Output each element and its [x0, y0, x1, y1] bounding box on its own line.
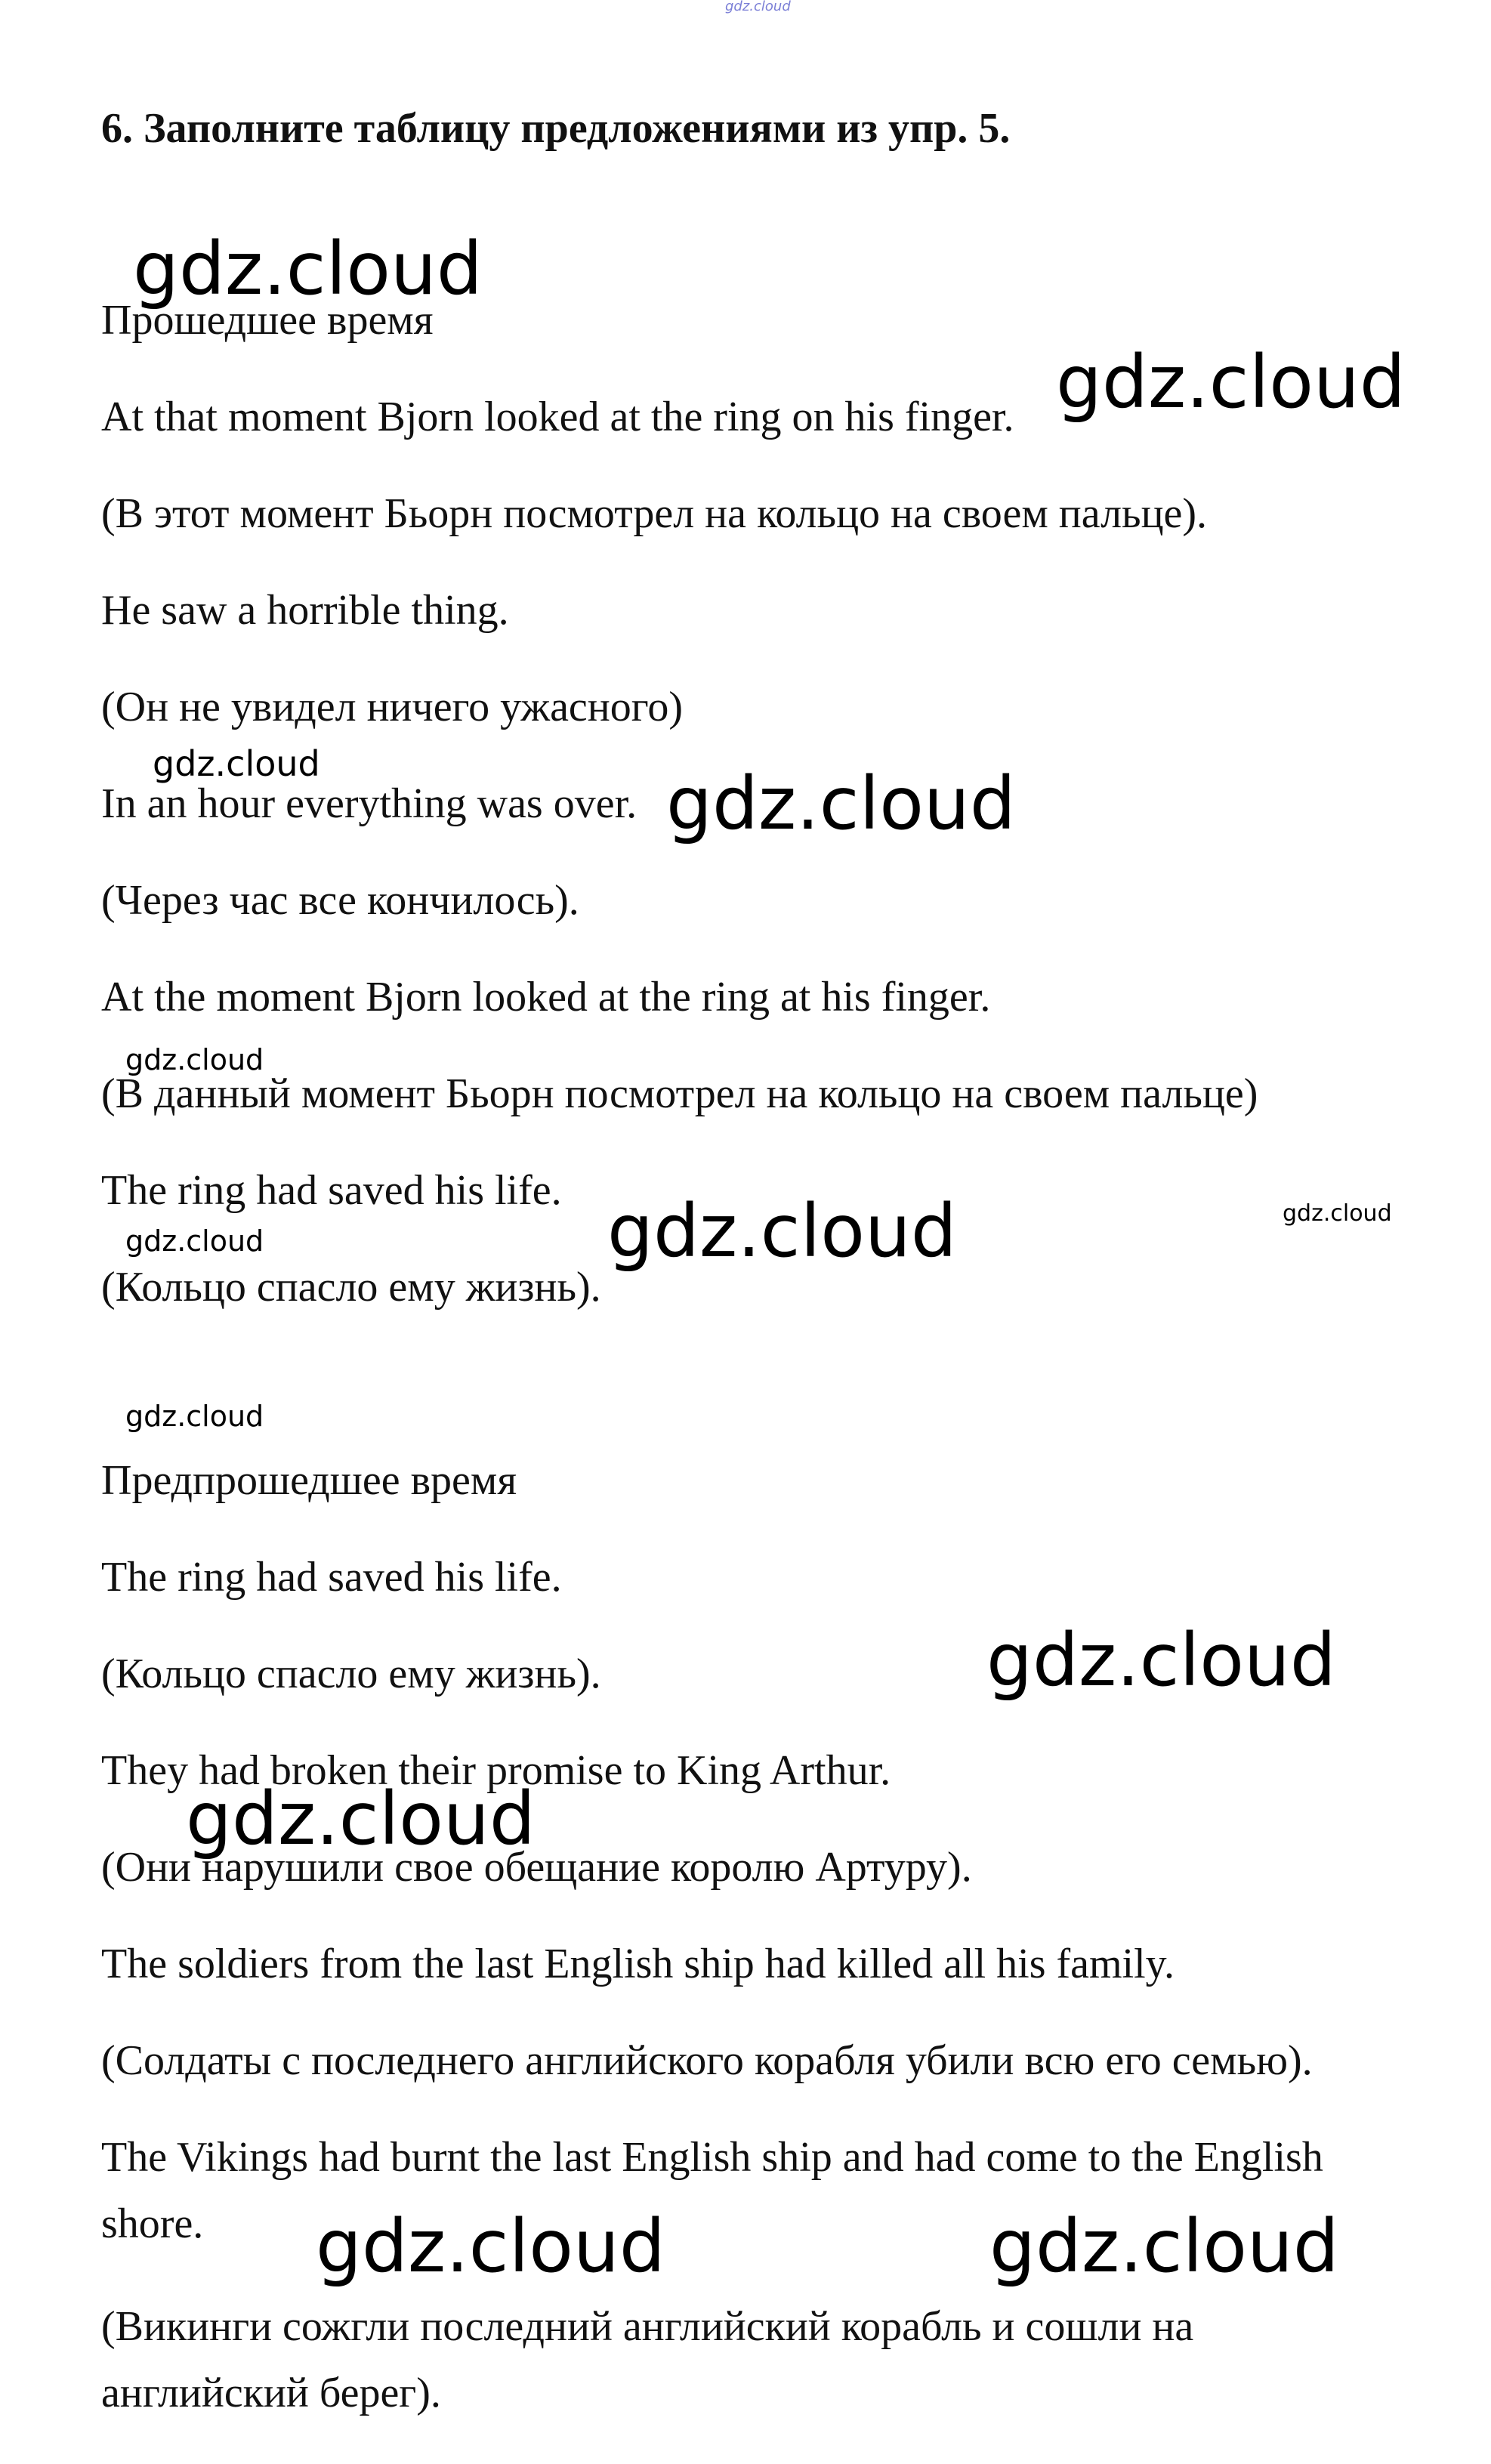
sentence-line: They had broken their promise to King Arthur. — [101, 1747, 891, 1794]
watermark: gdz.cloud — [125, 1224, 264, 1258]
sentence-line: He saw a horrible thing. — [101, 587, 509, 634]
watermark: gdz.cloud — [316, 2204, 665, 2289]
sentence-line: (В этот момент Бьорн посмотрел на кольцо на своем пальце). — [101, 490, 1208, 537]
watermark: gdz.cloud — [989, 2204, 1339, 2289]
sentence-line: (Они нарушили свое обещание королю Артуру). — [101, 1844, 972, 1891]
watermark: gdz.cloud — [125, 1043, 264, 1076]
watermark: gdz.cloud — [153, 743, 320, 784]
sentence-line: (Кольцо спасло ему жизнь). — [101, 1650, 601, 1697]
exercise-title: 6. Заполните таблицу предложениями из упр. 5. — [101, 105, 1011, 152]
section-heading-past: Прошедшее время — [101, 297, 434, 344]
sentence-line: At the moment Bjorn looked at the ring at his finger. — [101, 974, 991, 1020]
sentence-line: (Солдаты с последнего английского корабля убили всю его семью). — [101, 2037, 1313, 2084]
sentence-line: The ring had saved his life. — [101, 1554, 562, 1601]
sentence-line: The soldiers from the last English ship had killed all his family. — [101, 1941, 1175, 1987]
section-heading-past-perfect: Предпрошедшее время — [101, 1457, 517, 1504]
sentence-line: (Он не увидел ничего ужасного) — [101, 684, 683, 730]
watermark: gdz.cloud — [1056, 340, 1406, 425]
watermark: gdz.cloud — [666, 761, 1016, 846]
watermark: gdz.cloud — [607, 1189, 957, 1274]
watermark: gdz.cloud — [125, 1400, 264, 1433]
watermark: gdz.cloud — [986, 1618, 1336, 1703]
sentence-line: (В данный момент Бьорн посмотрел на кольцо на своем пальце) — [101, 1070, 1258, 1117]
sentence-line: (Кольцо спасло ему жизнь). — [101, 1264, 601, 1311]
watermark: gdz.cloud — [1283, 1200, 1392, 1227]
watermark: gdz.cloud — [186, 1777, 536, 1861]
watermark: gdz.cloud — [133, 227, 483, 311]
sentence-line: At that moment Bjorn looked at the ring on his finger. — [101, 394, 1014, 440]
sentence-line: (Викинги сожгли последний английский корабль и сошли на английский берег). — [101, 2303, 1194, 2416]
sentence-line: The Vikings had burnt the last English ship and had come to the English shore. — [101, 2134, 1323, 2247]
sentence-line: In an hour everything was over. — [101, 780, 637, 827]
sentence-line: The ring had saved his life. — [101, 1167, 562, 1214]
sentence-line: (Через час все кончилось). — [101, 877, 579, 924]
watermark-top: gdz.cloud — [725, 0, 791, 14]
